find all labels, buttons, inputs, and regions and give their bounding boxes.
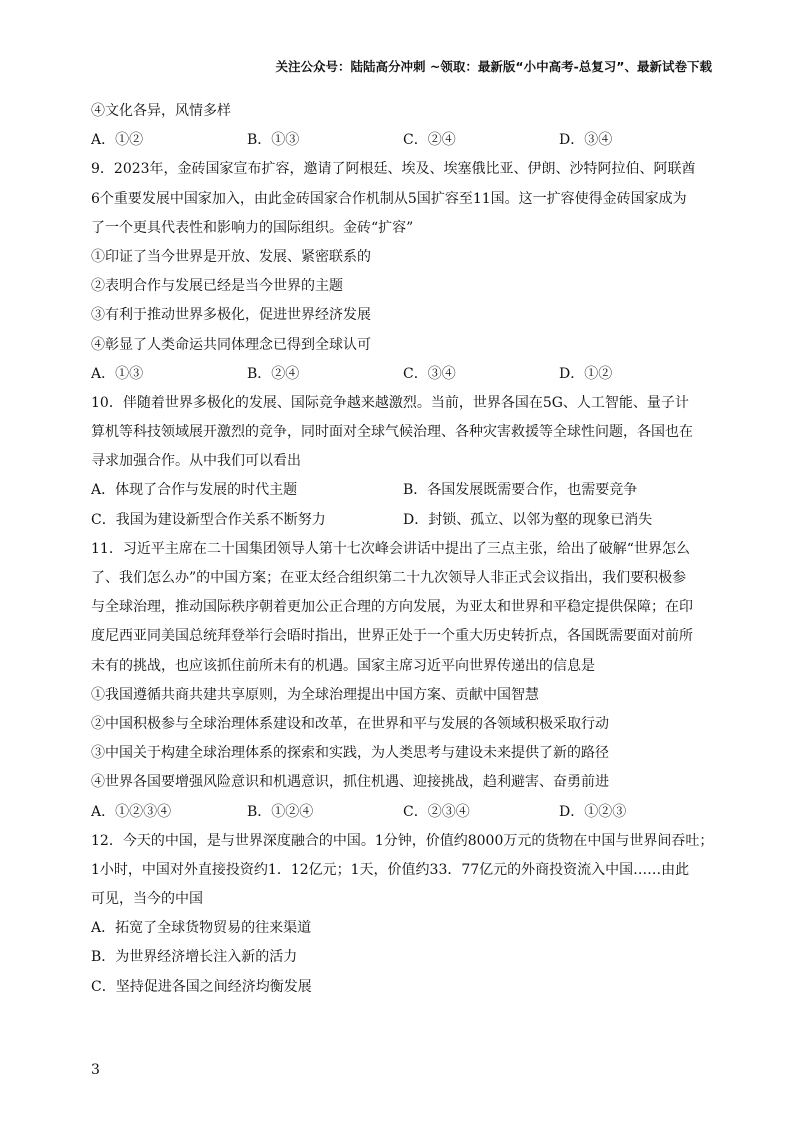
answer-option: D．③④ <box>559 132 613 149</box>
answer-option: A．①③ <box>91 365 144 382</box>
text-line: ④彰显了人类命运共同体理念已得到全球认可 <box>91 336 371 353</box>
text-line: 9．2023年，金砖国家宣布扩容，邀请了阿根廷、埃及、埃塞俄比亚、伊朗、沙特阿拉伯、阿联酋 <box>91 161 696 178</box>
text-line: 度尼西亚同美国总统拜登举行会晤时指出，世界正处于一个重大历史转折点，各国既需要面对前所 <box>91 628 693 645</box>
text-line: ③有利于推动世界多极化，促进世界经济发展 <box>91 307 371 324</box>
text-line: ④文化各异，风情多样 <box>91 103 231 119</box>
text-line: B．为世界经济增长注入新的活力 <box>91 949 298 966</box>
answer-options-row <box>91 126 715 155</box>
text-line: 与全球治理，推动国际秩序朝着更加公正合理的方向发展，为亚太和世界和平稳定提供保障；在印 <box>91 599 693 616</box>
text-line: ①印证了当今世界是开放、发展、紧密联系的 <box>91 248 371 265</box>
answer-option: B．各国发展既需要合作，也需要竞争 <box>403 482 638 499</box>
answer-option: C．②③④ <box>403 803 470 820</box>
text-line: 了一个更具代表性和影响力的国际组织。金砖“扩容” <box>91 219 414 236</box>
text-line: ②中国积极参与全球治理体系建设和改革，在世界和平与发展的各领域积极采取行动 <box>91 715 609 732</box>
text-line: A．拓宽了全球货物贸易的往来渠道 <box>91 920 312 937</box>
answer-options-row <box>91 798 715 827</box>
text-line: ②表明合作与发展已经是当今世界的主题 <box>91 278 343 295</box>
answer-option: A．①② <box>91 132 144 149</box>
document-body <box>91 97 715 1002</box>
text-line: 未有的挑战，也应该抓住前所未有的机遇。国家主席习近平向世界传递出的信息是 <box>91 657 595 674</box>
text-line: 10．伴随着世界多极化的发展、国际竞争越来越激烈。当前，世界各国在5G、人工智能、量子计 <box>91 394 689 411</box>
page-header: 关注公众号：陆陆高分冲刺 ~领取：最新版“小中高考-总复习”、最新试卷下载 <box>275 59 712 74</box>
answer-option: C．②④ <box>403 132 456 149</box>
text-line: 可见，当今的中国 <box>91 891 203 908</box>
answer-option: A．①②③④ <box>91 803 172 820</box>
answer-option: D．①②③ <box>559 803 627 820</box>
answer-options-row <box>91 360 715 389</box>
answer-options-row <box>91 476 715 505</box>
answer-option: D．封锁、孤立、以邻为壑的现象已消失 <box>403 511 653 528</box>
text-line: ④世界各国要增强风险意识和机遇意识，抓住机遇、迎接挑战，趋利避害、奋勇前进 <box>91 774 609 791</box>
text-line: 12．今天的中国，是与世界深度融合的中国。1分钟，价值约8000万元的货物在中国与世界间吞吐； <box>91 832 714 849</box>
text-line: 了、我们怎么办”的中国方案；在亚太经合组织第二十九次领导人非正式会议指出，我们要积极参 <box>91 570 687 586</box>
text-line: ①我国遵循共商共建共享原则，为全球治理提出中国方案、贡献中国智慧 <box>91 686 539 703</box>
answer-option: B．①②④ <box>247 803 314 820</box>
text-line: 算机等科技领域展开激烈的竞争，同时面对全球气候治理、各种灾害救援等全球性问题，各国也在 <box>91 424 693 441</box>
answer-option: D．①② <box>559 365 613 382</box>
text-line: 1小时，中国对外直接投资约1．12亿元；1天，价值约33．77亿元的外商投资流入中国……由此 <box>91 861 690 878</box>
answer-option: C．③④ <box>403 365 456 382</box>
answer-option: C．我国为建设新型合作关系不断努力 <box>91 511 326 528</box>
text-line: C．坚持促进各国之间经济均衡发展 <box>91 978 312 995</box>
page-number: 3 <box>91 1062 100 1078</box>
answer-option: B．①③ <box>247 132 300 149</box>
answer-options-row <box>91 506 715 535</box>
answer-option: A．体现了合作与发展的时代主题 <box>91 482 298 499</box>
text-line: 6个重要发展中国家加入，由此金砖国家合作机制从5国扩容至11国。这一扩容使得金砖国家成为 <box>91 190 687 207</box>
text-line: ③中国关于构建全球治理体系的探索和实践，为人类思考与建设未来提供了新的路径 <box>91 745 609 762</box>
answer-option: B．②④ <box>247 365 300 382</box>
text-line: 11．习近平主席在二十国集团领导人第十七次峰会讲话中提出了三点主张，给出了破解“世界怎么 <box>91 540 690 557</box>
text-line: 寻求加强合作。从中我们可以看出 <box>91 453 301 470</box>
